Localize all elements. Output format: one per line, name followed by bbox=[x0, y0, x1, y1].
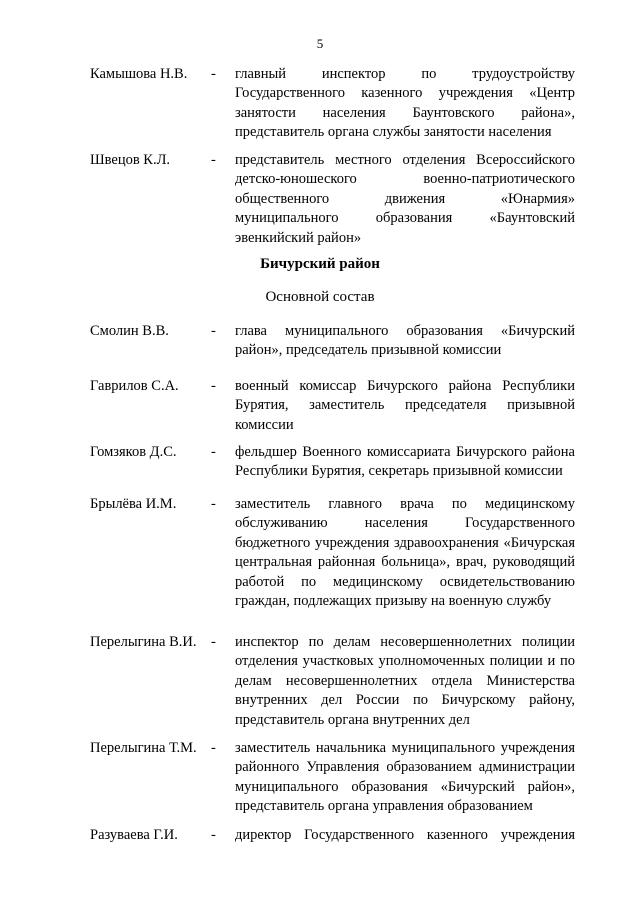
member-name: Гомзяков Д.С. bbox=[90, 444, 177, 460]
member-name: Гаврилов С.А. bbox=[90, 378, 179, 394]
section-title: Бичурский район bbox=[260, 256, 380, 272]
member-description: фельдшер Военного комиссариата Бичурского района Республики Бурятия, секретарь призывной комиссии bbox=[235, 444, 575, 480]
member-description: военный комиссар Бичурского района Республики Бурятия, заместитель председателя призывной комиссии bbox=[235, 378, 575, 433]
member-name: Перелыгина В.И. bbox=[90, 634, 197, 650]
member-name: Перелыгина Т.М. bbox=[90, 740, 197, 756]
member-description: заместитель начальника муниципального учреждения районного Управления образованием администрации муниципального образования «Бичурский район», представитель органа управления образованием bbox=[235, 740, 575, 815]
section-subtitle: Основной состав bbox=[265, 289, 375, 305]
dash-separator: - bbox=[211, 827, 216, 843]
page-number: 5 bbox=[316, 36, 324, 51]
member-description: директор Государственного казенного учреждения bbox=[235, 827, 575, 843]
member-description: глава муниципального образования «Бичурский район», председатель призывной комиссии bbox=[235, 323, 575, 359]
member-name: Камышова Н.В. bbox=[90, 66, 188, 82]
member-description: представитель местного отделения Всероссийского детско-юношеского военно-патриотического общественного движения «Юнармия» муниципального образования «Баунтовский эвенкийский район» bbox=[235, 152, 575, 246]
member-name: Разуваева Г.И. bbox=[90, 827, 178, 843]
dash-separator: - bbox=[211, 444, 216, 460]
member-description: заместитель главного врача по медицинскому обслуживанию населения Государственного бюджетного учреждения здравоохранения «Бичурская центральная районная больница», врач, руководящий работой по медицинскому освидетельствованию граждан, подлежащих призыву на военную службу bbox=[235, 496, 575, 610]
member-description: главный инспектор по трудоустройству Государственного казенного учреждения «Центр занятости населения Баунтовского района», представитель органа службы занятости населения bbox=[235, 66, 575, 141]
dash-separator: - bbox=[211, 496, 216, 512]
member-name: Смолин В.В. bbox=[90, 323, 169, 339]
dash-separator: - bbox=[211, 323, 216, 339]
member-description: инспектор по делам несовершеннолетних полиции отделения участковых уполномоченных полиции и по делам несовершеннолетних отдела Министерства внутренних дел России по Бичурскому району, представитель органа внутренних дел bbox=[235, 634, 575, 728]
dash-separator: - bbox=[211, 378, 216, 394]
dash-separator: - bbox=[211, 66, 216, 82]
member-name: Брылёва И.М. bbox=[90, 496, 177, 512]
dash-separator: - bbox=[211, 634, 216, 650]
dash-separator: - bbox=[211, 740, 216, 756]
dash-separator: - bbox=[211, 152, 216, 168]
member-name: Швецов К.Л. bbox=[90, 152, 171, 168]
